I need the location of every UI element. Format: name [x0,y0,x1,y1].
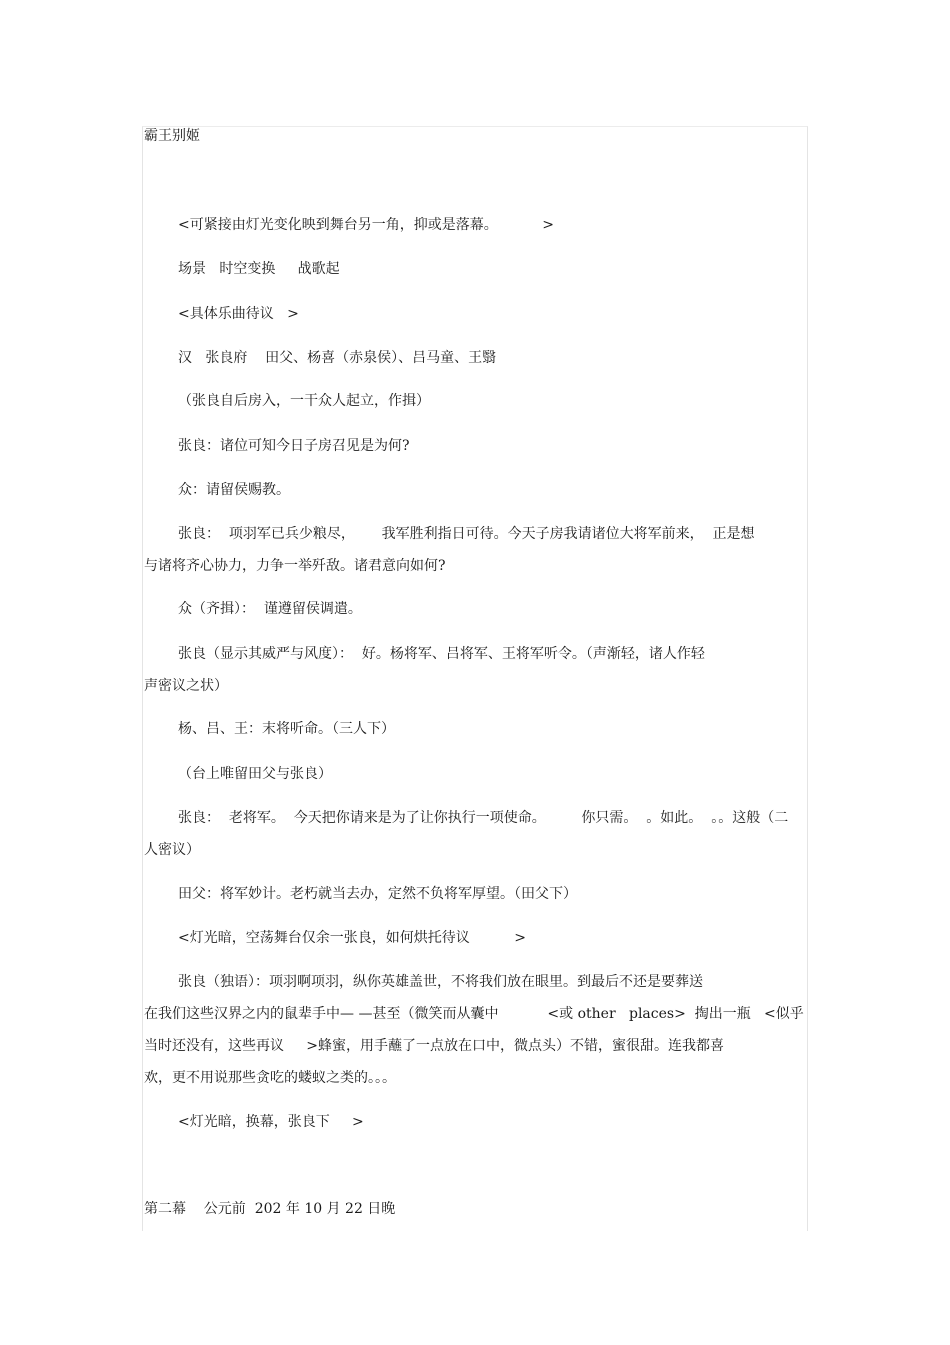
dialogue-line: 张良： 老将军。 今天把你请来是为了让你执行一项使命。 你只需。 。如此。 。。这般（二 [178,810,789,826]
document-title: 霸王别姬 [144,128,200,144]
stage-direction-scene-change: <灯光暗，换幕，张良下 > [178,1114,364,1130]
dialogue-line: 张良（显示其威严与风度）： 好。杨将军、吕将军、王将军听令。（声渐轻，诸人作轻 [178,646,705,662]
stage-direction: （台上唯留田父与张良） [178,766,332,782]
dialogue-line-continued: 人密议） [144,842,200,858]
monologue-line-continued: 欢，更不用说那些贪吃的蝼蚁之类的。。。 [144,1070,396,1086]
dialogue-line-continued: 声密议之状） [144,678,228,694]
dialogue-line: 张良： 项羽军已兵少粮尽， 我军胜利指日可待。今天子房我请诸位大将军前来， 正是想 [178,526,755,542]
scene-characters: 汉 张良府 田父、杨喜（赤泉侯）、吕马童、王翳 [178,350,497,366]
stage-direction-lighting: <灯光暗，空荡舞台仅余一张良，如何烘托待议 > [178,930,526,946]
dialogue-line: 众：请留侯赐教。 [178,482,290,498]
dialogue-line: 张良：诸位可知今日子房召见是为何? [178,438,410,454]
monologue-line-continued: 在我们这些汉界之内的鼠辈手中— —甚至（微笑而从囊中 <或 other places> 掏出一瓶 <似乎 [144,1006,804,1022]
act-heading: 第二幕 公元前 202 年 10 月 22 日晚 [144,1201,396,1217]
dialogue-line: 众（齐揖）： 谨遵留侯调遣。 [178,601,362,617]
stage-direction-lighting: <可紧接由灯光变化映到舞台另一角，抑或是落幕。 > [178,217,554,233]
dialogue-line: 杨、吕、王：末将听命。（三人下） [178,721,395,737]
stage-direction-music: <具体乐曲待议 > [178,306,299,322]
monologue-line-continued: 当时还没有，这些再议 >蜂蜜，用手蘸了一点放在口中，微点头）不错，蜜很甜。连我都喜 [144,1038,724,1054]
stage-direction-enter: （张良自后房入，一干众人起立，作揖） [178,393,430,409]
scene-heading: 场景 时空变换 战歌起 [178,261,340,277]
dialogue-line: 田父：将军妙计。老朽就当去办，定然不负将军厚望。（田父下） [178,886,577,902]
monologue-line: 张良（独语）：项羽啊项羽，纵你英雄盖世，不将我们放在眼里。到最后不还是要葬送 [178,974,703,990]
dialogue-line-continued: 与诸将齐心协力，力争一举歼敌。诸君意向如何? [144,558,446,574]
page-frame [142,126,808,1231]
